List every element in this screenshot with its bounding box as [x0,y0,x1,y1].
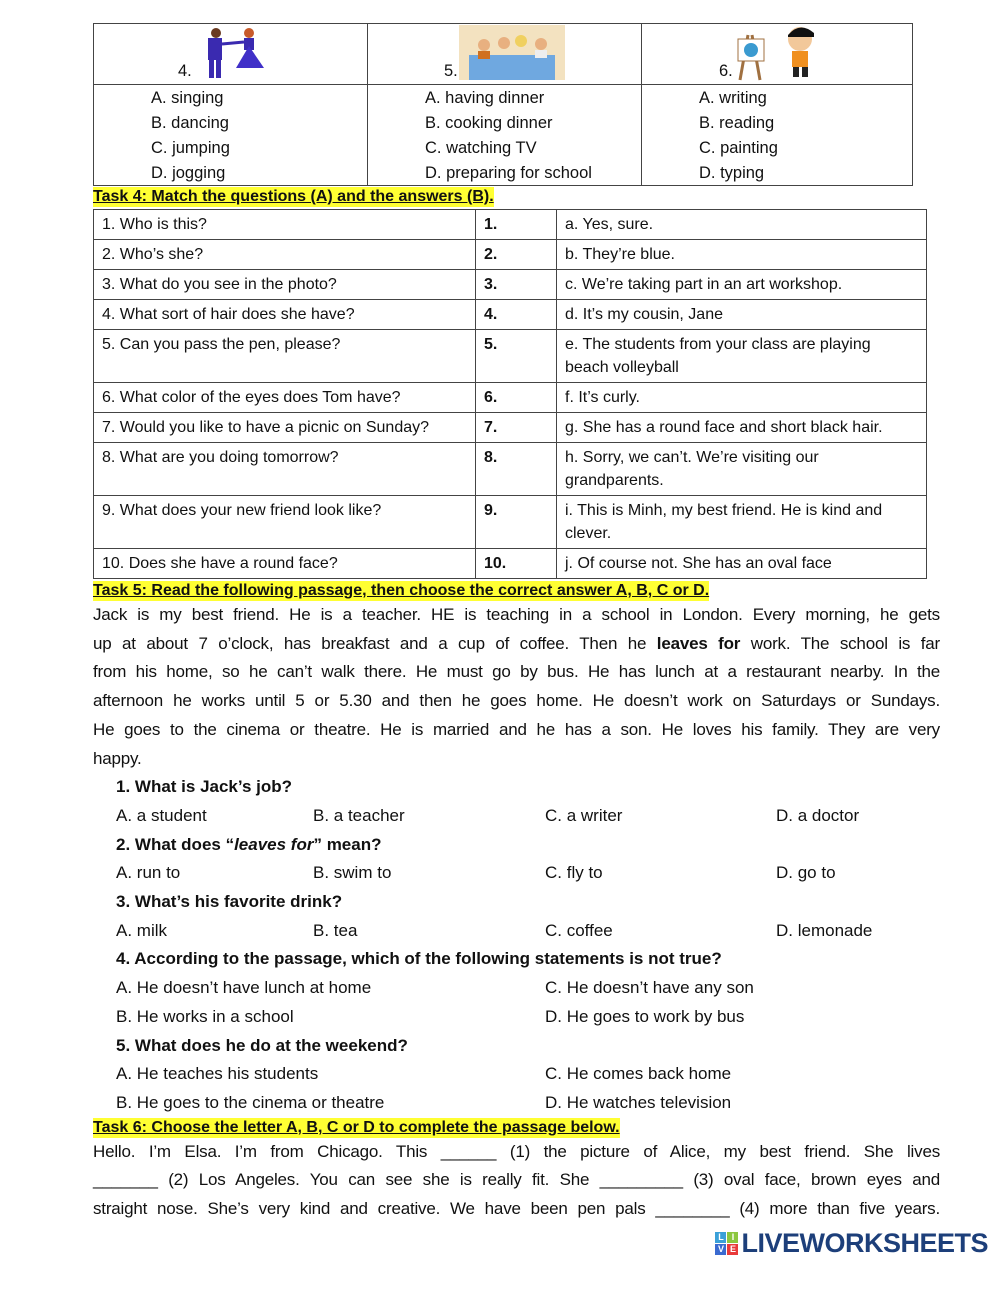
passage-line: from his home, so he can’t walk there. He must go by bus. He has lunch at a restaurant nearby. In the [93,662,940,682]
answer-cell: d. It’s my cousin, Jane [557,300,927,330]
question-cell: 10. Does she have a round face? [94,549,476,579]
answer-option[interactable]: A. He teaches his students [116,1064,319,1084]
match-row [94,549,927,579]
answer-cell: g. She has a round face and short black hair. [557,413,927,443]
answer-option[interactable]: C. He comes back home [545,1064,732,1084]
match-row [94,443,927,496]
match-row [94,210,927,240]
match-row [94,240,927,270]
answer-cell: a. Yes, sure. [557,210,927,240]
answer-number-cell[interactable]: 7. [476,413,557,443]
task4-heading: Task 4: Match the questions (A) and the answers (B). [93,188,494,205]
answer-cell: i. This is Minh, my best friend. He is kind and clever. [557,496,927,549]
passage-line: He goes to the cinema or theatre. He is married and he has a son. He loves his family. They are very [93,719,940,739]
answer-number-cell[interactable]: 1. [476,210,557,240]
passage-line: _______ (2) Los Angeles. You can see she is really fit. She _________ (3) oval face, brown eyes and [93,1170,940,1190]
passage-text: up at about 7 o’clock, has breakfast and a cup of coffee. Then he [93,633,657,653]
answer-cell: b. They’re blue. [557,240,927,270]
question-cell: 9. What does your new friend look like? [94,496,476,549]
answer-cell: c. We’re taking part in an art workshop. [557,270,927,300]
match-row [94,413,927,443]
answer-option[interactable]: C. coffee [545,920,613,940]
answer-option[interactable]: C. fly to [545,863,603,883]
answer-number-cell[interactable]: 4. [476,300,557,330]
passage-line: afternoon he works until 5 or 5.30 and then he goes home. He doesn’t work on Saturdays or Sundays. [93,691,940,711]
option[interactable]: D. jogging [151,164,226,182]
answer-option[interactable]: B. a teacher [313,805,405,825]
answer-cell: j. Of course not. She has an oval face [557,549,927,579]
q-text: ” mean? [313,834,382,854]
question-cell: 1. Who is this? [94,210,476,240]
option[interactable]: D. preparing for school [425,164,592,182]
passage-line: Hello. I’m Elsa. I’m from Chicago. This ______ (1) the picture of Alice, my best friend. She lives [93,1141,940,1161]
answer-cell: f. It’s curly. [557,383,927,413]
answer-number-cell[interactable]: 3. [476,270,557,300]
answer-cell: e. The students from your class are playing beach volleyball [557,330,927,383]
logo-text: LIVEWORKSHEETS [741,1227,988,1258]
passage-line [93,630,940,659]
option[interactable]: B. reading [699,114,775,132]
answer-option[interactable]: A. a student [116,805,207,825]
q-italic: leaves for [234,834,314,854]
match-row [94,270,927,300]
question-cell: 2. Who’s she? [94,240,476,270]
option[interactable]: A. writing [699,89,767,107]
match-row [94,496,927,549]
option[interactable]: C. painting [699,139,778,157]
question-cell: 5. Can you pass the pen, please? [94,330,476,383]
answer-option[interactable]: D. He goes to work by bus [545,1006,745,1026]
answer-option[interactable]: D. a doctor [776,805,860,825]
bold-phrase: leaves for [656,633,741,653]
answer-option[interactable]: B. swim to [313,863,392,883]
task5-heading: Task 5: Read the following passage, then choose the correct answer A, B, C or D. [93,582,710,599]
q-text: 2. What does “ [116,834,235,854]
liveworksheets-logo [93,1228,988,1259]
answer-number-cell[interactable]: 10. [476,549,557,579]
question-cell: 8. What are you doing tomorrow? [94,443,476,496]
answer-option[interactable]: D. He watches television [545,1092,732,1112]
passage-line: happy. [93,748,142,768]
item-number: 4. [178,62,192,80]
answer-number-cell[interactable]: 6. [476,383,557,413]
option[interactable]: D. typing [699,164,765,182]
option[interactable]: A. having dinner [425,89,545,107]
answer-option[interactable]: C. a writer [545,805,623,825]
answer-option[interactable]: A. milk [116,920,167,940]
option[interactable]: B. dancing [151,114,229,132]
answer-option[interactable]: A. He doesn’t have lunch at home [116,978,372,998]
answer-option[interactable]: D. go to [776,863,836,883]
match-row [94,300,927,330]
task5-questions [116,773,940,1117]
answer-option[interactable]: D. lemonade [776,920,873,940]
task6-heading: Task 6: Choose the letter A, B, C or D to complete the passage below. [93,1118,620,1136]
option[interactable]: B. cooking dinner [425,114,553,132]
question-cell: 6. What color of the eyes does Tom have? [94,383,476,413]
question-text: 3. What’s his favorite drink? [116,892,343,912]
question-text: 4. According to the passage, which of the following statements is not true? [116,949,722,969]
match-row [94,330,927,383]
answer-number-cell[interactable]: 5. [476,330,557,383]
question-text: 1. What is Jack’s job? [116,777,293,797]
answer-number-cell[interactable]: 9. [476,496,557,549]
answer-number-cell[interactable]: 2. [476,240,557,270]
answer-option[interactable]: A. run to [116,863,181,883]
option[interactable]: A. singing [151,89,224,107]
option[interactable]: C. jumping [151,139,230,157]
item-number: 6. [719,62,733,80]
option[interactable]: C. watching TV [425,139,537,157]
answer-number-cell[interactable]: 8. [476,443,557,496]
passage-line: straight nose. She’s very kind and creative. We have been pen pals ________ (4) more than five years. [93,1199,940,1219]
question-cell: 3. What do you see in the photo? [94,270,476,300]
match-row [94,383,927,413]
answer-option[interactable]: C. He doesn’t have any son [545,978,754,998]
question-text: 5. What does he do at the weekend? [116,1035,408,1055]
answer-option[interactable]: B. tea [313,920,358,940]
question-text [116,831,936,860]
question-cell: 4. What sort of hair does she have? [94,300,476,330]
answer-option[interactable]: B. He works in a school [116,1006,294,1026]
logo-blocks-icon: L I V E [715,1232,738,1255]
answer-option[interactable]: B. He goes to the cinema or theatre [116,1092,385,1112]
matching-table [93,209,927,579]
passage-line: Jack is my best friend. He is a teacher. HE is teaching in a school in London. Every morning, he gets [93,605,940,624]
question-cell: 7. Would you like to have a picnic on Sunday? [94,413,476,443]
answer-cell: h. Sorry, we can’t. We’re visiting our grandparents. [557,443,927,496]
item-number: 5. [444,62,458,80]
passage-text: work. The school is far [740,633,940,653]
